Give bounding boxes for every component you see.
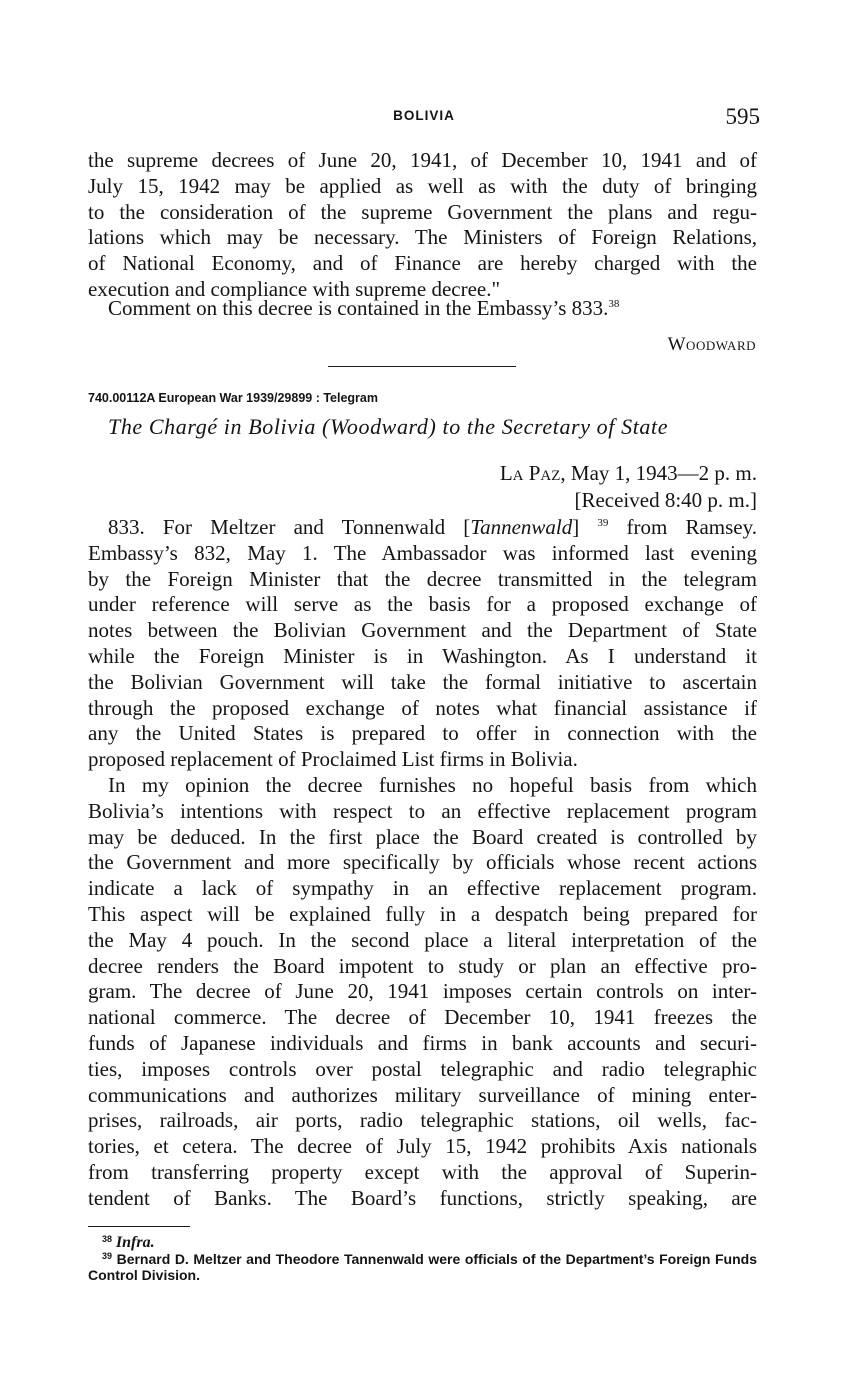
text-line [88, 515, 757, 541]
text-line: execution and compliance with supreme decree." [88, 276, 501, 301]
received-time: [Received 8:40 p. m.] [574, 488, 757, 512]
text-line: the May 4 pouch. In the second place a literal interpretation of the [88, 927, 757, 952]
text-line: may be deduced. In the first place the Board created is controlled by [88, 824, 757, 849]
text-line: funds of Japanese individuals and firms in bank accounts and securi- [88, 1030, 757, 1055]
place-date [500, 460, 757, 487]
text-line: Embassy’s 832, May 1. The Ambassador was informed last evening [88, 540, 757, 565]
text-line: national commerce. The decree of December 10, 1941 freezes the [88, 1005, 757, 1030]
footnote-39 [88, 1251, 757, 1283]
running-header [88, 104, 760, 134]
text-line: communications and authorizes military surveillance of mining enter- [88, 1082, 757, 1107]
footnote-text: Bernard D. Meltzer and Theodore Tannenwald were officials of the Department’s Foreign Funds Control Division. [88, 1251, 758, 1283]
text-line: any the United States is prepared to offer in connection with the [88, 721, 757, 746]
footnote-ref: 39 [597, 517, 609, 529]
footnote-ref: 38 [608, 298, 620, 310]
text-line: gram. The decree of June 20, 1941 imposes certain controls on inter- [88, 979, 757, 1004]
text-line: prises, railroads, air ports, radio telegraphic stations, oil wells, fac- [88, 1108, 757, 1133]
text-line: notes between the Bolivian Government and the Department of State [88, 618, 757, 643]
text-line: proposed replacement of Proclaimed List firms in Bolivia. [88, 747, 578, 772]
text-line: tendent of Banks. The Board’s functions, strictly speaking, are [88, 1185, 757, 1210]
para1-lead: 833. For Meltzer and Tonnenwald [ [108, 515, 471, 539]
text-line: In my opinion the decree furnishes no hopeful basis from which [108, 772, 757, 797]
document-title: The Chargé in Bolivia (Woodward) to the Secretary of State [108, 414, 669, 439]
text-line: lations which may be necessary. The Ministers of Foreign Relations, [88, 225, 757, 250]
footnotes [88, 1234, 757, 1283]
continued-paragraph [88, 148, 757, 303]
file-reference: 740.00112A European War 1939/29899 : Telegram [88, 391, 378, 405]
text-line: by the Foreign Minister that the decree transmitted in the telegram [88, 566, 757, 591]
comment-text: Comment on this decree is contained in the Embassy’s 833. [108, 296, 609, 320]
telegram-body [88, 515, 757, 1212]
running-title: BOLIVIA [393, 108, 455, 123]
comment-paragraph [108, 295, 619, 321]
footnote-text: Infra. [115, 1234, 155, 1251]
text-line: Bolivia’s intentions with respect to an effective replacement program [88, 798, 757, 823]
text-line: the supreme decrees of June 20, 1941, of December 10, 1941 and of [88, 148, 757, 172]
text-line: ties, imposes controls over postal telegraphic and radio telegraphic [88, 1056, 757, 1081]
page-number: 595 [725, 104, 760, 129]
para1-italic: Tannenwald [470, 515, 573, 539]
para1-close: ] [572, 515, 580, 539]
text-line: July 15, 1942 may be applied as well as with the duty of bringing [88, 173, 757, 198]
text-line: while the Foreign Minister is in Washington. As I understand it [88, 643, 757, 668]
para1-rest: from Ramsey. [626, 515, 758, 539]
footnote-divider [88, 1226, 190, 1227]
text-line: from transferring property except with the approval of Superin- [88, 1159, 757, 1184]
text-line: This aspect will be explained fully in a despatch being prepared for [88, 901, 757, 926]
dateline [500, 460, 757, 514]
date-time: May 1, 1943—2 p. m. [570, 461, 757, 485]
text-line: decree renders the Board impotent to study or plan an effective pro- [88, 953, 757, 978]
text-line: tories, et cetera. The decree of July 15, 1942 prohibits Axis nationals [88, 1134, 757, 1159]
section-divider [328, 366, 516, 367]
text-line: to the consideration of the supreme Government the plans and regu- [88, 199, 757, 224]
text-line: under reference will serve as the basis for a proposed exchange of [88, 592, 757, 617]
signature: Woodward [667, 334, 756, 355]
text-line: the Bolivian Government will take the formal initiative to ascertain [88, 669, 757, 694]
footnote-number: 38 [102, 1234, 113, 1244]
footnote-number: 39 [102, 1251, 113, 1261]
place: La Paz, [499, 461, 566, 485]
text-line: indicate a lack of sympathy in an effective replacement program. [88, 876, 757, 901]
footnote-38 [102, 1234, 757, 1251]
text-line: the Government and more specifically by officials whose recent actions [88, 850, 757, 875]
text-line: of National Economy, and of Finance are hereby charged with the [88, 251, 757, 276]
text-line: through the proposed exchange of notes what financial assistance if [88, 695, 757, 720]
